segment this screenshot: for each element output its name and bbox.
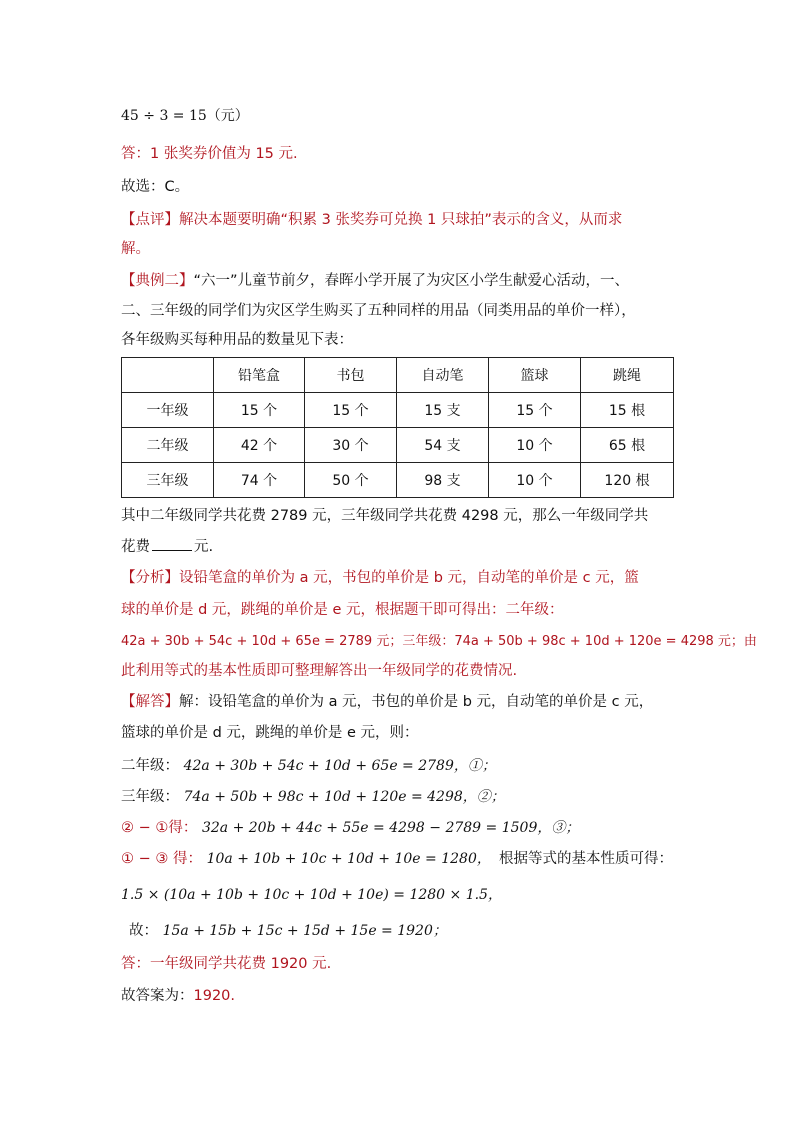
example-two-text: “六一”儿童节前夕，春晖小学开展了为灾区小学生献爱心活动，一、	[193, 273, 630, 289]
table-header-cell	[122, 358, 214, 393]
solution-tag: 【解答】	[121, 694, 179, 710]
answer-blank	[152, 536, 192, 551]
comment-line-2: 解。	[121, 241, 150, 257]
comment-text: 解决本题要明确“积累 3 张奖券可兑换 1 只球拍”表示的含义，从而求	[179, 212, 623, 228]
table-cell: 15 个	[214, 393, 305, 428]
question-line-2	[121, 536, 213, 557]
equation-label: 故：	[129, 923, 158, 939]
equation-2: 74a + 50b + 98c + 10d + 120e = 4298，②；	[183, 789, 505, 805]
equation-5: 1.5 × (10a + 10b + 10c + 10d + 10e) = 1280 × 1.5，	[121, 887, 502, 903]
example-two-tag: 【典例二】	[121, 273, 194, 289]
table-cell: 15 个	[489, 393, 581, 428]
equation-label: ② − ①得：	[121, 820, 198, 836]
solution-line-2: 篮球的单价是 d 元，跳绳的单价是 e 元，则：	[121, 725, 419, 741]
table-header-cell: 跳绳	[581, 358, 674, 393]
equation-line-5	[121, 885, 502, 905]
equation-1: 42a + 30b + 54c + 10d + 65e = 2789，①；	[183, 758, 496, 774]
question-line-1: 其中二年级同学共花费 2789 元，三年级同学共花费 4298 元，那么一年级同学共	[121, 508, 649, 524]
example-two-line-1	[121, 271, 629, 291]
choice-line: 故选：C。	[121, 179, 190, 195]
table-cell: 一年级	[122, 393, 214, 428]
table-cell: 15 支	[397, 393, 489, 428]
comment-line-1	[121, 210, 622, 230]
analysis-line-3: 42a + 30b + 54c + 10d + 65e = 2789 元；三年级：74a + 50b + 98c + 10d + 120e = 4298 元；由	[121, 634, 757, 649]
solution-text: 解：设铅笔盒的单价为 a 元，书包的单价是 b 元，自动笔的单价是 c 元，	[179, 694, 654, 710]
table-cell: 120 根	[581, 463, 674, 498]
calc-line	[121, 106, 249, 126]
analysis-line-1: 【分析】设铅笔盒的单价为 a 元，书包的单价是 b 元，自动笔的单价是 c 元，篮	[121, 570, 639, 586]
answer-line-1: 答：1 张奖券价值为 15 元.	[121, 146, 298, 162]
solution-line-1	[121, 692, 653, 712]
table-row	[122, 393, 674, 428]
property-text: 根据等式的基本性质可得：	[499, 851, 673, 867]
answer-is-label: 故答案为：	[121, 988, 194, 1004]
equation-label: ① − ③ 得：	[121, 851, 202, 867]
analysis-line-4: 此利用等式的基本性质即可整理解答出一年级同学的花费情况.	[121, 663, 518, 679]
table-cell: 74 个	[214, 463, 305, 498]
question-text-b: 元.	[194, 539, 214, 555]
table-cell: 50 个	[305, 463, 397, 498]
table-cell: 42 个	[214, 428, 305, 463]
question-text-a: 花费	[121, 539, 150, 555]
table-cell: 10 个	[489, 463, 581, 498]
table-header-cell: 书包	[305, 358, 397, 393]
example-two-line-3: 各年级购买每种用品的数量见下表：	[121, 332, 353, 348]
table-header-cell: 篮球	[489, 358, 581, 393]
analysis-line-2: 球的单价是 d 元，跳绳的单价是 e 元，根据题干即可得出：二年级：	[121, 602, 564, 618]
table-header-row	[122, 358, 674, 393]
equation-label: 三年级：	[121, 789, 179, 805]
final-answer-value: 1920	[270, 956, 308, 972]
table-cell: 三年级	[122, 463, 214, 498]
equation-line-4	[121, 849, 673, 869]
table-row	[122, 463, 674, 498]
table-cell: 15 根	[581, 393, 674, 428]
table-cell: 54 支	[397, 428, 489, 463]
table-header-cell: 自动笔	[397, 358, 489, 393]
equation-6: 15a + 15b + 15c + 15d + 15e = 1920；	[162, 923, 447, 939]
answer-is-line	[121, 986, 235, 1006]
equation-line-3	[121, 818, 579, 838]
calc-text: 45 ÷ 3 = 15（元）	[121, 108, 249, 124]
supplies-table	[121, 357, 674, 498]
equation-3: 32a + 20b + 44c + 55e = 4298 − 2789 = 1509，③；	[201, 820, 580, 836]
table-cell: 98 支	[397, 463, 489, 498]
equation-4: 10a + 10b + 10c + 10d + 10e = 1280，	[206, 851, 491, 867]
table-row	[122, 428, 674, 463]
final-answer-unit: 元.	[307, 956, 332, 972]
final-answer-line	[121, 954, 331, 974]
table-cell: 二年级	[122, 428, 214, 463]
table-cell: 10 个	[489, 428, 581, 463]
table-cell: 15 个	[305, 393, 397, 428]
comment-tag: 【点评】	[121, 212, 179, 228]
example-two-line-2: 二、三年级的同学们为灾区学生购买了五种同样的用品（同类用品的单价一样），	[121, 303, 636, 319]
table-cell: 30 个	[305, 428, 397, 463]
equation-line-1	[121, 756, 496, 776]
equation-line-2	[121, 787, 505, 807]
equation-line-6	[129, 921, 447, 941]
table-cell: 65 根	[581, 428, 674, 463]
final-answer-text: 答：一年级同学共花费	[121, 956, 271, 972]
table-header-cell: 铅笔盒	[214, 358, 305, 393]
equation-label: 二年级：	[121, 758, 179, 774]
answer-is-value: 1920.	[193, 988, 236, 1004]
